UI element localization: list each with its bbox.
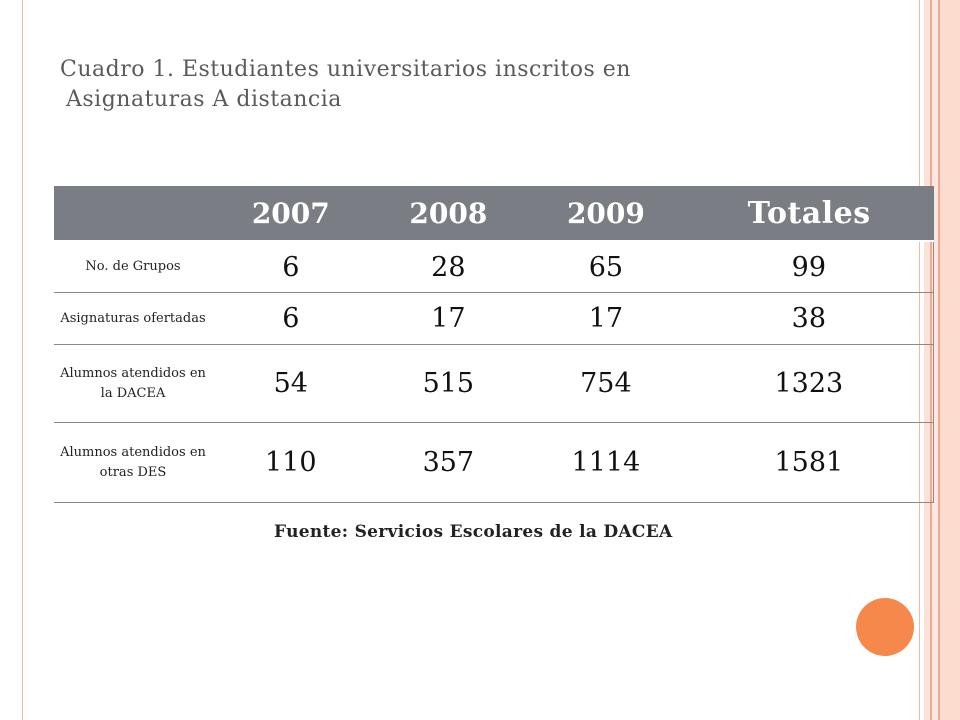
- row-label: Alumnos atendidos en la DACEA: [54, 345, 212, 423]
- cell-2009: 17: [527, 293, 685, 345]
- decorative-circle: [856, 598, 914, 656]
- table-row: [54, 241, 934, 293]
- cell-2009: 1114: [527, 423, 685, 503]
- cell-totales: 1581: [685, 423, 934, 503]
- title-line-1: Cuadro 1. Estudiantes universitarios inscritos en: [60, 57, 631, 82]
- row-label: Asignaturas ofertadas: [54, 293, 212, 345]
- cell-2007: 6: [212, 241, 370, 293]
- source-note: Fuente: Servicios Escolares de la DACEA: [274, 522, 673, 542]
- cell-totales: 1323: [685, 345, 934, 423]
- title-line-2: Asignaturas A distancia: [66, 87, 342, 112]
- table-row: [54, 293, 934, 345]
- cell-2009: 754: [527, 345, 685, 423]
- cell-2007: 110: [212, 423, 370, 503]
- table-header-row: [54, 186, 934, 241]
- cell-2008: 28: [370, 241, 528, 293]
- cell-totales: 99: [685, 241, 934, 293]
- slide-title: [60, 55, 900, 115]
- left-border-line: [22, 0, 23, 720]
- header-2008: 2008: [370, 186, 528, 241]
- cell-2008: 357: [370, 423, 528, 503]
- cell-2008: 17: [370, 293, 528, 345]
- cell-2009: 65: [527, 241, 685, 293]
- table-row: [54, 345, 934, 423]
- header-empty: [54, 186, 212, 241]
- header-2007: 2007: [212, 186, 370, 241]
- enrollment-table: [54, 186, 934, 503]
- row-label: No. de Grupos: [54, 241, 212, 293]
- row-label: Alumnos atendidos en otras DES: [54, 423, 212, 503]
- cell-2007: 6: [212, 293, 370, 345]
- header-totales: Totales: [685, 186, 934, 241]
- cell-totales: 38: [685, 293, 934, 345]
- cell-2008: 515: [370, 345, 528, 423]
- table-row: [54, 423, 934, 503]
- cell-2007: 54: [212, 345, 370, 423]
- header-2009: 2009: [527, 186, 685, 241]
